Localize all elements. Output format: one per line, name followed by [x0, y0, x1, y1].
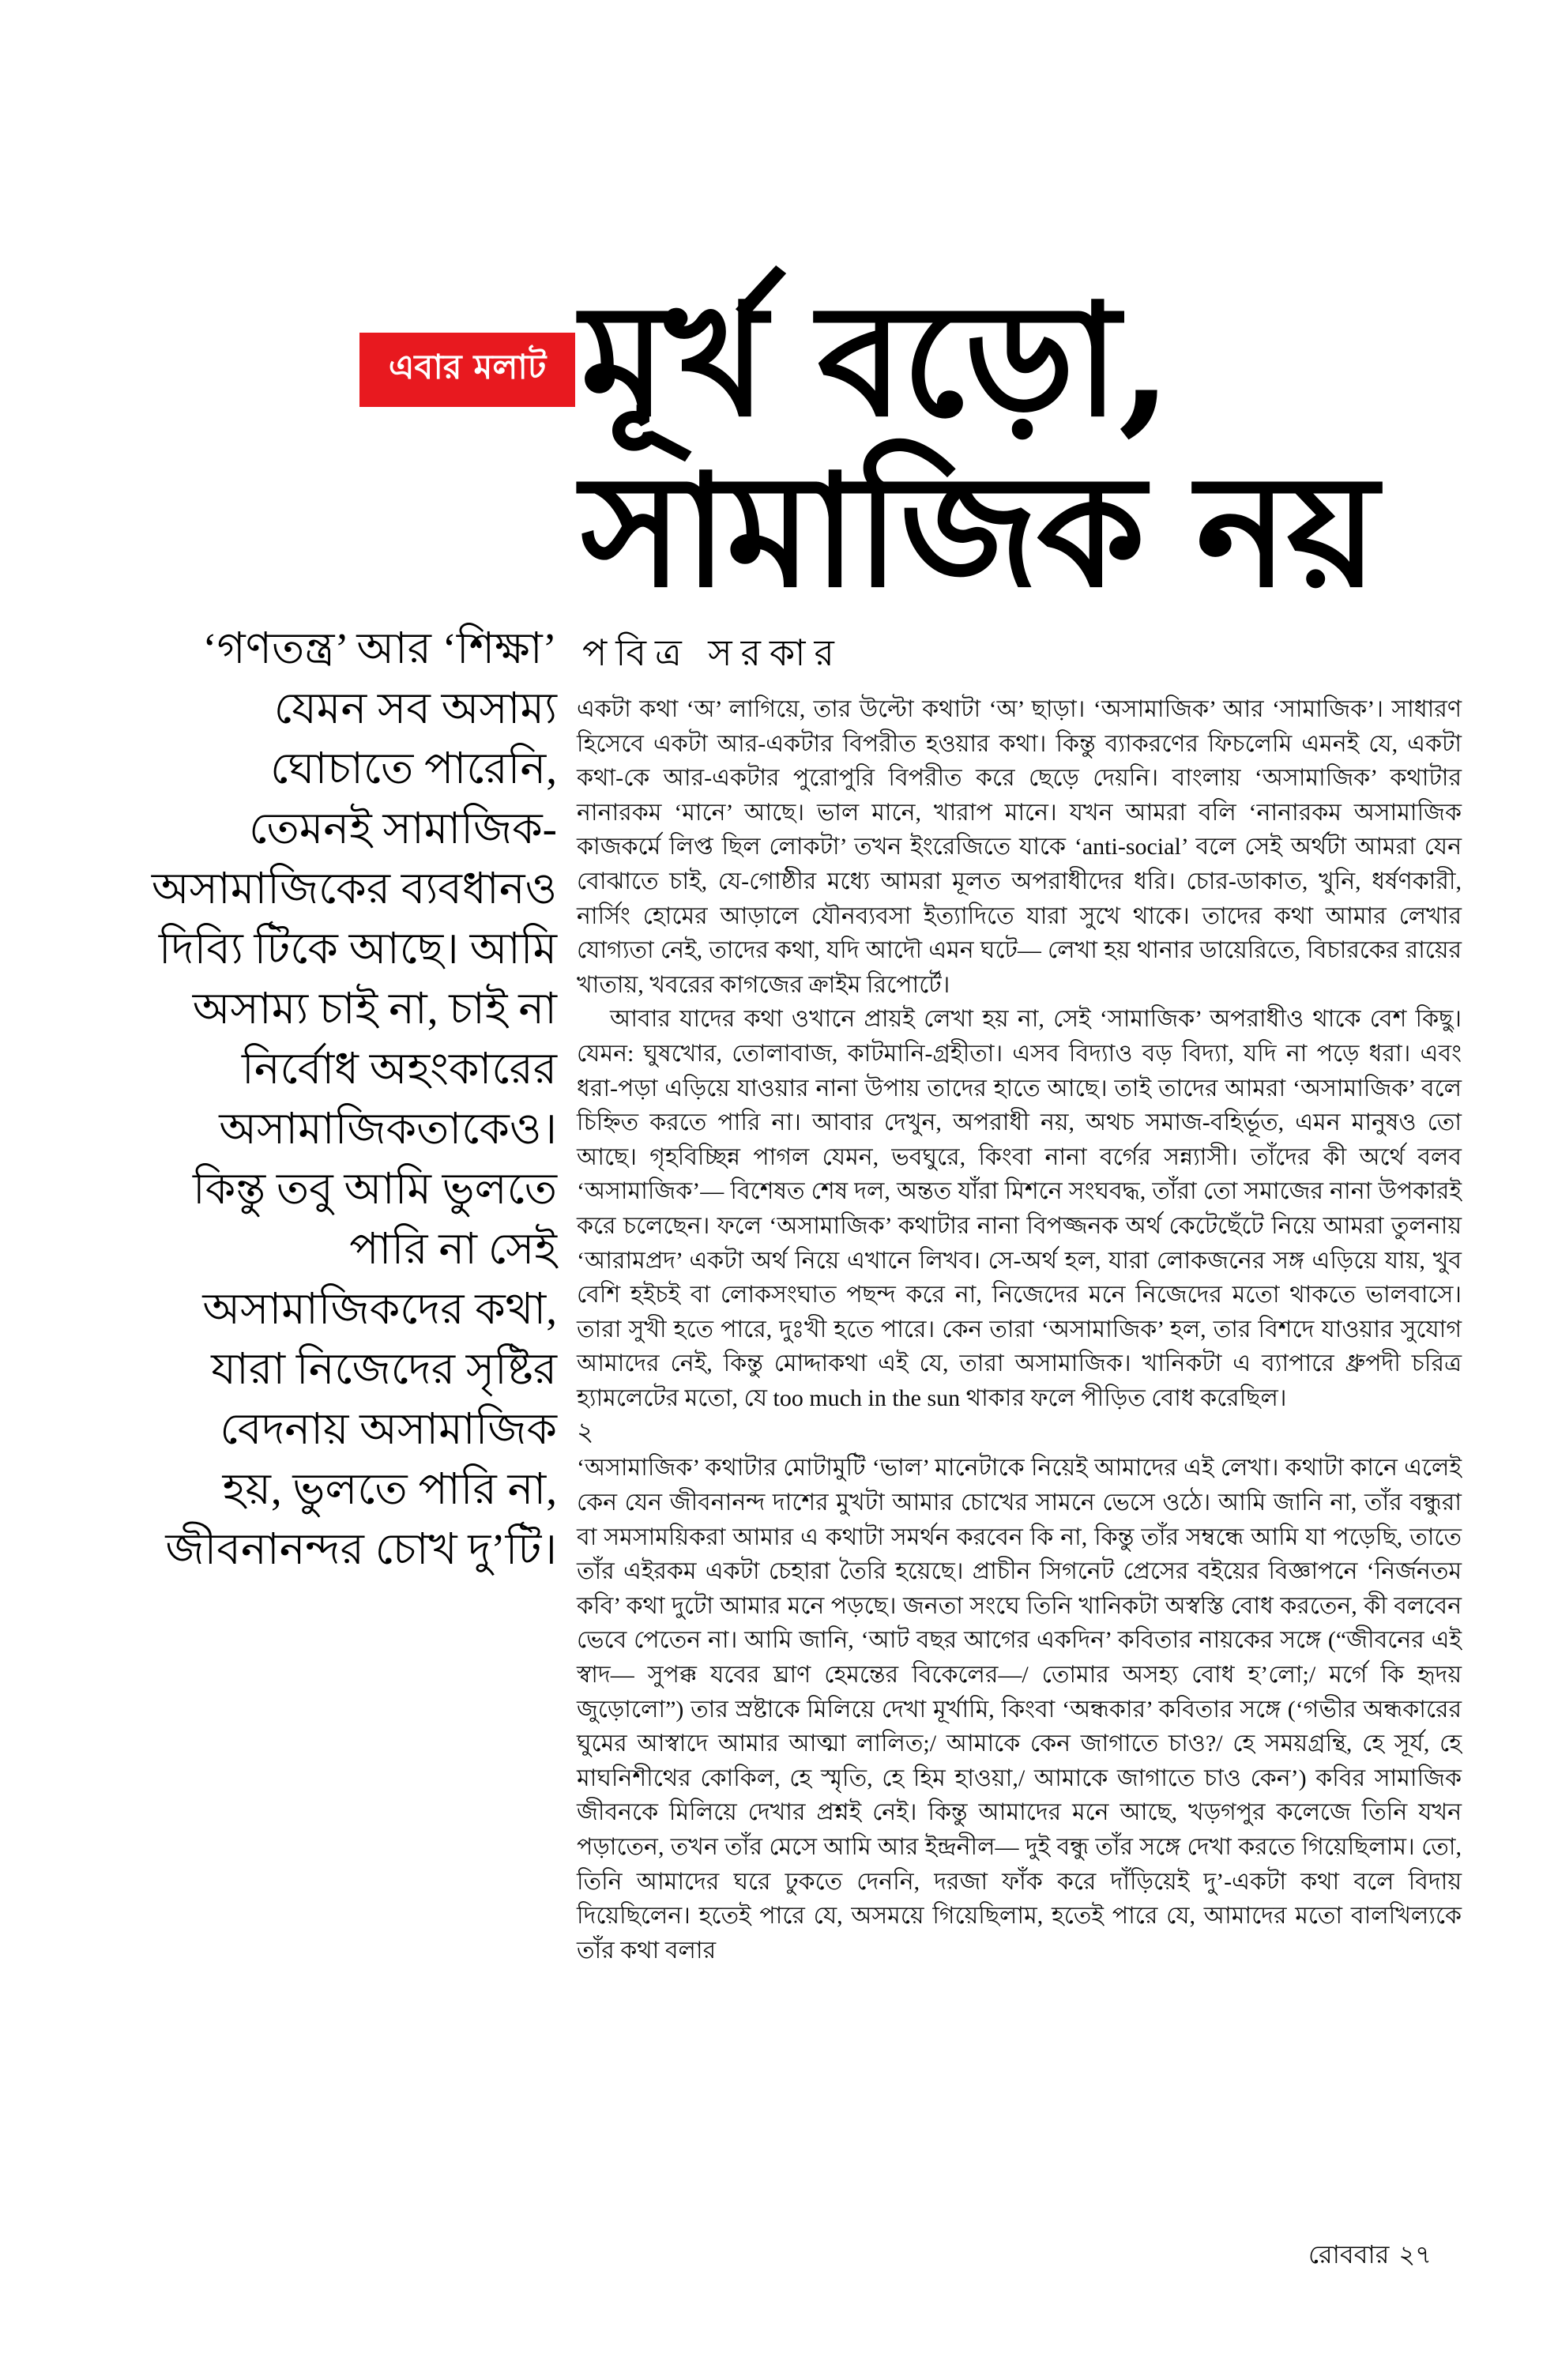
body-paragraph-2: আবার যাদের কথা ওখানে প্রায়ই লেখা হয় না, সেই ‘সামাজিক’ অপরাধীও থাকে বেশ কিছু। যেমন: ঘুষখোর, তোলাবাজ, কাটমানি-গ্রহীতা। এসব বিদ্যাও বড় বিদ্যা, যদি না পড়ে ধরা। এবং ধরা-পড়া এড়িয়ে যাওয়ার নানা উপায় তাদের হাতে আছে। তাই তাদের আমরা ‘অসামাজিক’ বলে চিহ্নিত করতে পারি না। আবার দেখুন, অপরাধী নয়, অথচ সমাজ-বহির্ভূত, এমন মানুষও তো আছে। গৃহবিচ্ছিন্ন পাগল যেমন, ভবঘুরে, কিংবা নানা বর্গের সন্ন্যাসী। তাঁদের কী অর্থে বলব ‘অসামাজিক’— বিশেষত শেষ দল, অন্তত যাঁরা মিশনে সংঘবদ্ধ, তাঁরা তো সমাজের নানা উপকারই করে চলেছেন। ফলে ‘অসামাজিক’ কথাটার নানা বিপজ্জনক অর্থ কেটেছেঁটে নিয়ে আমরা তুলনায় ‘আরামপ্রদ’ একটা অর্থ নিয়ে এখানে লিখব। সে-অর্থ হল, যারা লোকজনের সঙ্গ এড়িয়ে যায়, খুব বেশি হইচই বা লোকসংঘাত পছন্দ করে না, নিজেদের মনে নিজেদের মতো থাকতে ভালবাসে। তারা সুখী হতে পারে, দুঃখী হতে পারে। কেন তারা ‘অসামাজিক’ হল, তার বিশদে যাওয়ার সুযোগ আমাদের নেই, কিন্তু মোদ্দাকথা এই যে, তারা অসামাজিক। খানিকটা এ ব্যাপারে ধ্রুপদী চরিত্র হ্যামলেটের মতো, যে too much in the sun থাকার ফলে পীড়িত বোধ করেছিল।: [577, 1006, 1462, 1411]
pull-quote-line: পারি না সেই: [349, 1225, 557, 1273]
pull-quote-line: অসাম্য চাই না, চাই না: [192, 985, 557, 1033]
section-number: ২: [577, 1418, 594, 1448]
body-paragraph-1: একটা কথা ‘অ’ লাগিয়ে, তার উল্টো কথাটা ‘অ’ ছাড়া। ‘অসামাজিক’ আর ‘সামাজিক’। সাধারণ হিসেবে একটা আর-একটার বিপরীত হওয়ার কথা। কিন্তু ব্যাকরণের ফিচলেমি এমনই যে, একটা কথা-কে আর-একটার পুরোপুরি বিপরীত করে ছেড়ে দেয়নি। বাংলায় ‘অসামাজিক’ কথাটার নানারকম ‘মানে’ আছে। ভাল মানে, খারাপ মানে। যখন আমরা বলি ‘নানারকম অসামাজিক কাজকর্মে লিপ্ত ছিল লোকটা’ তখন ইংরেজিতে যাকে ‘anti-social’ বলে সেই অর্থটা আমরা যেন বোঝাতে চাই, যে-গোষ্ঠীর মধ্যে আমরা মূলত অপরাধীদের ধরি। চোর-ডাকাত, খুনি, ধর্ষণকারী, নার্সিং হোমের আড়ালে যৌনব্যবসা ইত্যাদিতে যারা সুখে থাকে। তাদের কথা আমার লেখার যোগ্যতা নেই, তাদের কথা, যদি আদৌ এমন ঘটে— লেখা হয় থানার ডায়েরিতে, বিচারকের রায়ের খাতায়, খবরের কাগজের ক্রাইম রিপোর্টে।: [577, 696, 1462, 998]
pull-quote-line: যেমন সব অসাম্য: [273, 684, 557, 732]
pull-quote-line: অসামাজিকতাকেও।: [219, 1105, 557, 1153]
article-headline: [581, 269, 1489, 622]
pull-quote-line: ‘গণতন্ত্র’ আর ‘শিক্ষা’: [202, 624, 557, 672]
pull-quote-line: অসামাজিকের ব্যবধানও: [151, 864, 557, 913]
headline-line-2: সামাজিক নয়: [581, 440, 1377, 622]
pull-quote: [142, 619, 557, 1580]
body-paragraph-3: ‘অসামাজিক’ কথাটার মোটামুটি ‘ভাল’ মানেটাকে নিয়েই আমাদের এই লেখা। কথাটা কানে এলেই কেন যেন জীবনানন্দ দাশের মুখটা আমার চোখের সামনে ভেসে ওঠে। আমি জানি না, তাঁর বন্ধুরা বা সমসাময়িকরা আমার এ কথাটা সমর্থন করবেন কি না, কিন্তু তাঁর সম্বন্ধে আমি যা পড়েছি, তাতে তাঁর এইরকম একটা চেহারা তৈরি হয়েছে। প্রাচীন সিগনেট প্রেসের বইয়ের বিজ্ঞাপনে ‘নির্জনতম কবি’ কথা দুটো আমার মনে পড়ছে। জনতা সংঘে তিনি খানিকটা অস্বস্তি বোধ করতেন, কী বলবেন ভেবে পেতেন না। আমি জানি, ‘আট বছর আগের একদিন’ কবিতার নায়কের সঙ্গে (“জীবনের এই স্বাদ— সুপক্ক যবের ঘ্রাণ হেমন্তের বিকেলের—/ তোমার অসহ্য বোধ হ’লো;/ মর্গে কি হৃদয় জুড়োলো”) তার স্রষ্টাকে মিলিয়ে দেখা মূর্খামি, কিংবা ‘অন্ধকার’ কবিতার সঙ্গে (‘গভীর অন্ধকারের ঘুমের আস্বাদে আমার আত্মা লালিত;/ আমাকে কেন জাগাতে চাও?/ হে সময়গ্রন্থি, হে সূর্য, হে মাঘনিশীথের কোকিল, হে স্মৃতি, হে হিম হাওয়া,/ আমাকে জাগাতে চাও কেন’) কবির সামাজিক জীবনকে মিলিয়ে দেখার প্রশ্নই নেই। কিন্তু আমাদের মনে আছে, খড়গপুর কলেজে তিনি যখন পড়াতেন, তখন তাঁর মেসে আমি আর ইন্দ্রনীল— দুই বন্ধু তাঁর সঙ্গে দেখা করতে গিয়েছিলাম। তো, তিনি আমাদের ঘরে ঢুকতে দেননি, দরজা ফাঁক করে দাঁড়িয়েই দু’-একটা কথা বলে বিদায় দিয়েছিলেন। হতেই পারে যে, অসময়ে গিয়েছিলাম, হতেই পারে যে, আমাদের মতো বালখিল্যকে তাঁর কথা বলার: [577, 1455, 1462, 1964]
pull-quote-line: যারা নিজেদের সৃষ্টির: [211, 1345, 557, 1393]
magazine-name: রোববার: [1308, 2240, 1390, 2269]
pull-quote-line: নির্বোধ অহংকারের: [241, 1045, 557, 1093]
headline-line-1: মূর্খ বড়ো,: [581, 269, 1171, 451]
pull-quote-line: ঘোচাতে পারেনি,: [270, 744, 557, 793]
pull-quote-line: বেদনায় অসামাজিক: [220, 1405, 557, 1453]
pull-quote-line: জীবনানন্দর চোখ দু’টি।: [165, 1525, 557, 1573]
article-body: [577, 692, 1462, 1968]
cover-badge: [359, 333, 575, 407]
pull-quote-line: তেমনই সামাজিক-: [249, 804, 557, 853]
cover-badge-label: এবার মলাট: [388, 347, 547, 387]
pull-quote-line: অসামাজিকদের কথা,: [202, 1285, 557, 1333]
pull-quote-line: হয়, ভুলতে পারি না,: [222, 1465, 557, 1513]
pull-quote-line: দিব্যি টিকে আছে। আমি: [158, 925, 557, 973]
pull-quote-line: কিন্তু তবু আমি ভুলতে: [192, 1165, 557, 1213]
page-number: ২৭: [1398, 2240, 1432, 2269]
page-footer: [1308, 2235, 1432, 2277]
author-byline: পবিত্র সরকার: [582, 633, 843, 673]
